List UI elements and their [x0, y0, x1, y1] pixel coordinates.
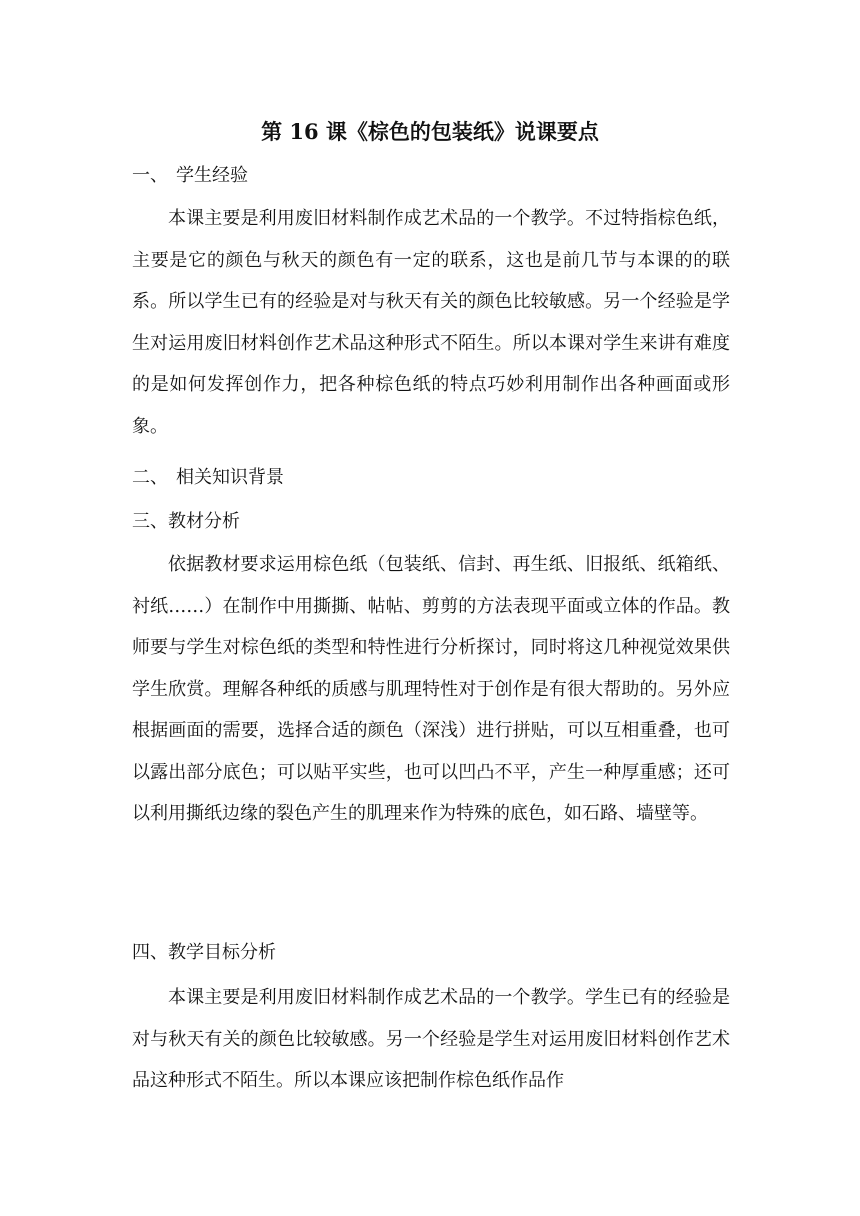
section-heading-4: [132, 935, 276, 971]
section-title: 教学目标分析: [168, 942, 276, 963]
section-number: 一、: [132, 165, 168, 186]
section-number: 四、: [132, 942, 168, 963]
section-heading-2: [132, 460, 284, 496]
section-heading-1: [132, 158, 248, 194]
paragraph-textbook-analysis: 依据教材要求运用棕色纸（包装纸、信封、再生纸、旧报纸、纸箱纸、衬纸……）在制作中用撕撕、帖帖、剪剪的方法表现平面或立体的作品。教师要与学生对棕色纸的类型和特性进行分析探讨，同时将这几种视觉效果供学生欣赏。理解各种纸的质感与肌理特性对于创作是有很大帮助的。另外应根据画面的需要，选择合适的颜色（深浅）进行拼贴，可以互相重叠，也可以露出部分底色；可以贴平实些，也可以凹凸不平，产生一种厚重感；还可以利用撕纸边缘的裂色产生的肌理来作为特殊的底色，如石路、墙壁等。: [132, 554, 730, 824]
section-number: 三、: [132, 511, 168, 532]
paragraph-student-experience: 本课主要是利用废旧材料制作成艺术品的一个教学。不过特指棕色纸，主要是它的颜色与秋天的颜色有一定的联系，这也是前几节与本课的的联系。所以学生已有的经验是对与秋天有关的颜色比较敏感。另一个经验是学生对运用废旧材料创作艺术品这种形式不陌生。所以本课对学生来讲有难度的是如何发挥创作力，把各种棕色纸的特点巧妙利用制作出各种画面或形象。: [132, 208, 730, 437]
section-number: 二、: [132, 467, 168, 488]
paragraph-teaching-goals: 本课主要是利用废旧材料制作成艺术品的一个教学。学生已有的经验是对与秋天有关的颜色比较敏感。另一个经验是学生对运用废旧材料创作艺术品这种形式不陌生。所以本课应该把制作棕色纸作品作: [132, 987, 730, 1091]
section-title: 学生经验: [176, 165, 248, 186]
document-title: 第 16 课《棕色的包装纸》说课要点: [261, 119, 599, 144]
section-title: 教材分析: [168, 511, 240, 532]
section-heading-3: [132, 504, 240, 540]
section-title: 相关知识背景: [176, 467, 284, 488]
